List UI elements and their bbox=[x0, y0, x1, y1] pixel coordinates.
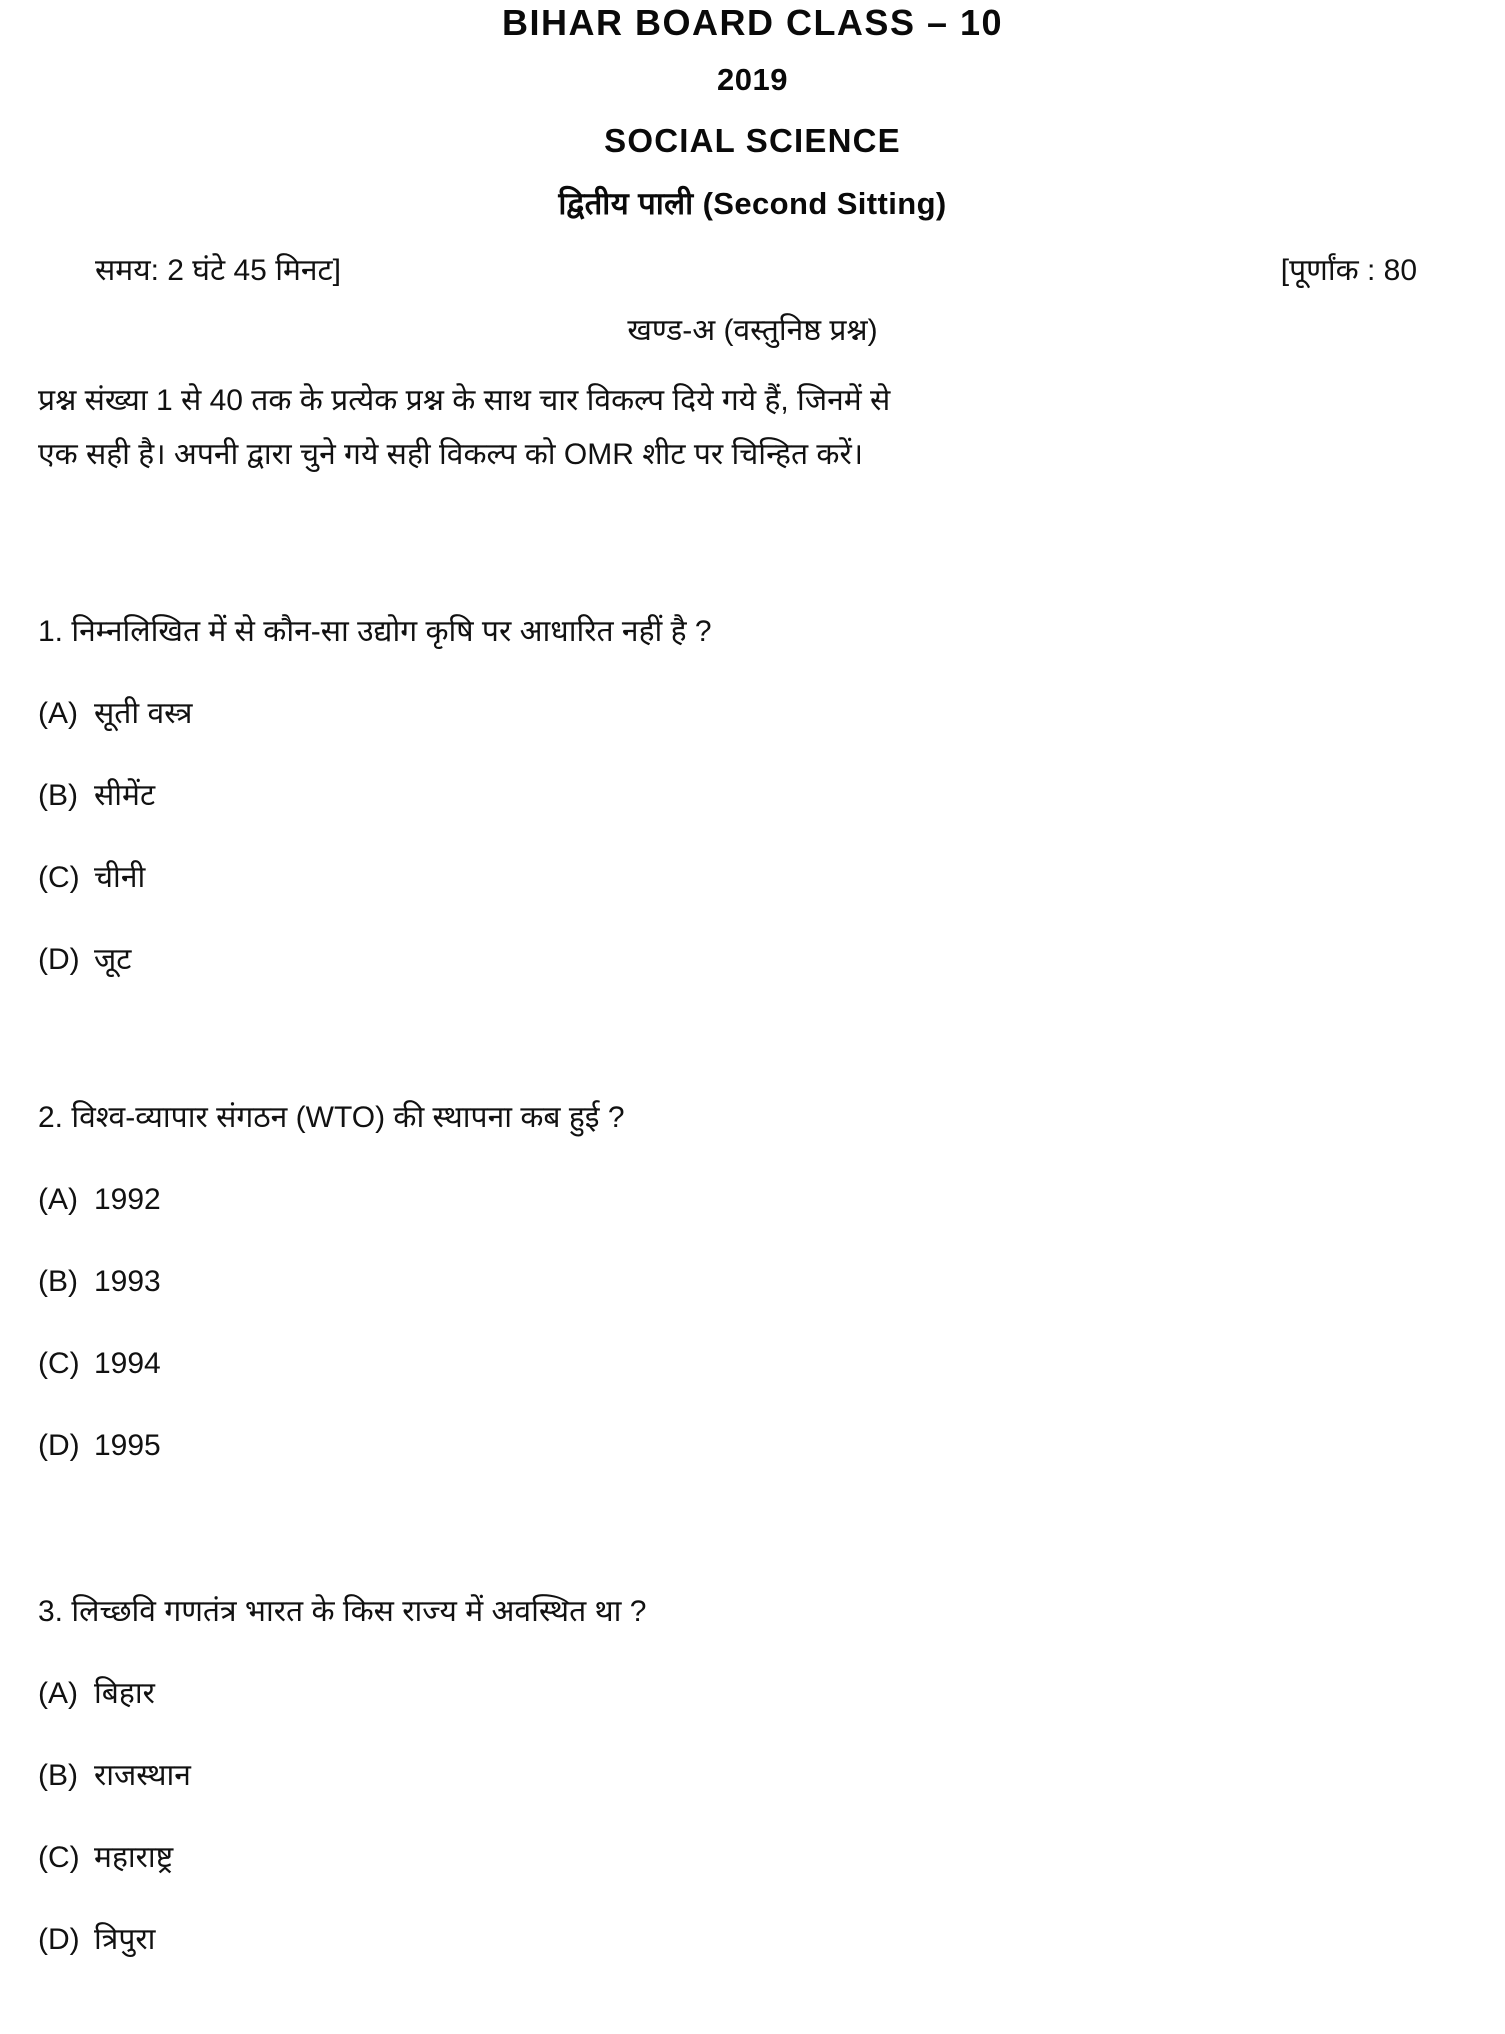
option-tag: (B) bbox=[38, 1265, 78, 1298]
option-item[interactable] bbox=[38, 1180, 1458, 1220]
option-item[interactable] bbox=[38, 1838, 1458, 1878]
option-tag: (A) bbox=[38, 697, 78, 730]
exam-meta-row bbox=[95, 248, 1417, 289]
option-text: बिहार bbox=[94, 1677, 155, 1710]
option-item[interactable] bbox=[38, 694, 1458, 734]
question-text: 3. लिच्छवि गणतंत्र भारत के किस राज्य में अवस्थित था ? bbox=[38, 1595, 647, 1628]
option-text: चीनी bbox=[94, 861, 146, 894]
question-text: 2. विश्व-व्यापार संगठन (WTO) की स्थापना कब हुई ? bbox=[38, 1101, 625, 1134]
option-text: राजस्थान bbox=[94, 1759, 191, 1792]
option-item[interactable] bbox=[38, 1756, 1458, 1796]
option-tag: (A) bbox=[38, 1677, 78, 1710]
option-tag: (D) bbox=[38, 1429, 80, 1462]
option-tag: (D) bbox=[38, 1923, 80, 1956]
exam-sitting: द्वितीय पाली (Second Sitting) bbox=[558, 186, 947, 221]
question-text: 1. निम्नलिखित में से कौन-सा उद्योग कृषि पर आधारित नहीं है ? bbox=[38, 615, 712, 648]
option-tag: (D) bbox=[38, 943, 80, 976]
option-text: 1995 bbox=[94, 1429, 161, 1462]
exam-subject: SOCIAL SCIENCE bbox=[604, 122, 901, 159]
option-text: त्रिपुरा bbox=[94, 1923, 156, 1956]
exam-duration: समय: 2 घंटे 45 मिनट] bbox=[95, 254, 342, 287]
question-block bbox=[38, 1592, 1458, 1960]
page-title: BIHAR BOARD CLASS – 10 bbox=[501, 2, 1004, 43]
option-text: 1992 bbox=[94, 1183, 161, 1216]
option-item[interactable] bbox=[38, 776, 1458, 816]
option-text: 1993 bbox=[94, 1265, 161, 1298]
option-item[interactable] bbox=[38, 940, 1458, 980]
option-tag: (A) bbox=[38, 1183, 78, 1216]
instructions bbox=[38, 374, 1456, 482]
option-text: जूट bbox=[94, 943, 132, 976]
option-text: सूती वस्त्र bbox=[94, 697, 193, 730]
option-item[interactable] bbox=[38, 1426, 1458, 1466]
option-tag: (B) bbox=[38, 779, 78, 812]
option-item[interactable] bbox=[38, 858, 1458, 898]
option-text: 1994 bbox=[94, 1347, 161, 1380]
option-list bbox=[38, 1674, 1458, 1960]
exam-full-marks: [पूर्णांक : 80 bbox=[1280, 254, 1417, 287]
option-tag: (B) bbox=[38, 1759, 78, 1792]
question-block bbox=[38, 612, 1458, 980]
option-tag: (C) bbox=[38, 861, 80, 894]
exam-year: 2019 bbox=[717, 62, 788, 97]
option-tag: (C) bbox=[38, 1841, 80, 1874]
option-text: महाराष्ट्र bbox=[94, 1841, 174, 1874]
instructions-line-1: प्रश्न संख्या 1 से 40 तक के प्रत्येक प्रश्न के साथ चार विकल्प दिये गये हैं, जिनमें से bbox=[38, 384, 891, 417]
option-tag: (C) bbox=[38, 1347, 80, 1380]
question-block bbox=[38, 1098, 1458, 1466]
option-item[interactable] bbox=[38, 1674, 1458, 1714]
option-item[interactable] bbox=[38, 1262, 1458, 1302]
section-heading: खण्ड-अ (वस्तुनिष्ठ प्रश्न) bbox=[627, 314, 878, 347]
instructions-line-2: एक सही है। अपनी द्वारा चुने गये सही विकल्प को OMR शीट पर चिन्हित करें। bbox=[38, 438, 864, 471]
option-item[interactable] bbox=[38, 1920, 1458, 1960]
option-item[interactable] bbox=[38, 1344, 1458, 1384]
option-list bbox=[38, 1180, 1458, 1466]
option-list bbox=[38, 694, 1458, 980]
option-text: सीमेंट bbox=[94, 779, 156, 812]
